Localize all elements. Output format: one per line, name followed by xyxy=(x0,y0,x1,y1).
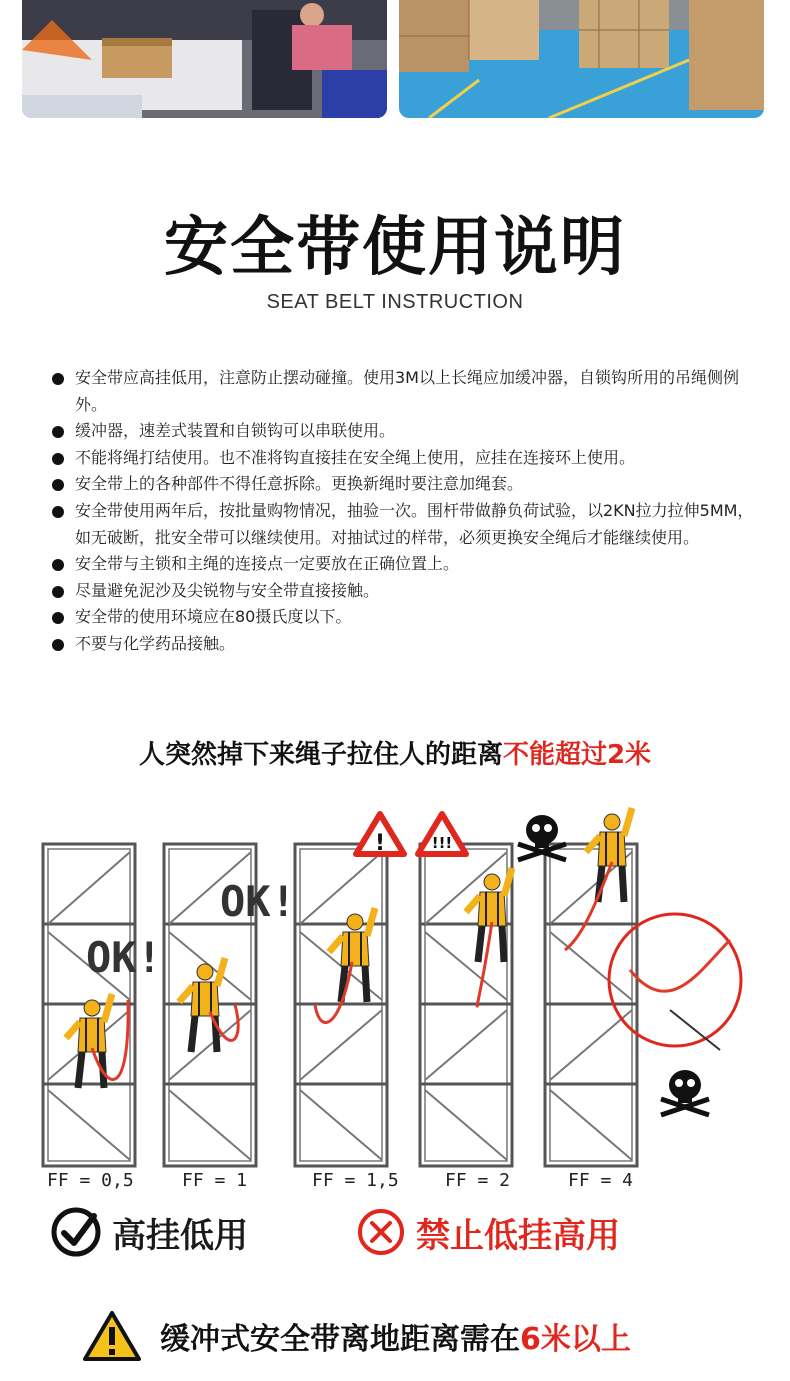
warning-triangle-icon xyxy=(356,814,404,856)
list-item: 尽量避免泥沙及尖锐物与安全带直接接触。 xyxy=(50,578,755,605)
list-item: 安全带使用两年后，按批量购物情况，抽验一次。围杆带做静负荷试验，以2KN拉力拉伸5MM，如无破断，批安全带可以继续使用。对抽试过的样带，必须更换安全绳后才能继续使用。 xyxy=(50,498,755,551)
headline-highlight: 不能超过2米 xyxy=(502,740,652,770)
svg-text:!: ! xyxy=(374,831,386,856)
ok-label: OK! xyxy=(220,877,296,926)
fall-factor-label: FF = 2 xyxy=(445,1170,511,1191)
list-item: 安全带上的各种部件不得任意拆除。更换新绳时要注意加绳套。 xyxy=(50,471,755,498)
skull-crossbones-icon xyxy=(661,1070,709,1115)
svg-text:!!!: !!! xyxy=(431,834,453,852)
skull-crossbones-icon xyxy=(518,815,566,860)
notice-text: 缓冲式安全带离地距离需在 xyxy=(160,1322,520,1357)
notice-highlight: 6米以上 xyxy=(520,1322,631,1357)
warehouse-photo xyxy=(399,0,764,118)
list-item: 安全带应高挂低用，注意防止摆动碰撞。使用3M以上长绳应加缓冲器，自锁钩所用的吊绳侧例外。 xyxy=(50,365,755,418)
page-title: 安全带使用说明 xyxy=(164,211,626,285)
fall-factor-label: FF = 0,5 xyxy=(47,1170,134,1191)
list-item: 不能将绳打结使用。也不准将钩直接挂在安全绳上使用，应挂在连接环上使用。 xyxy=(50,445,755,472)
warning-triangle-icon xyxy=(82,1309,142,1363)
bad-practice-verdict xyxy=(356,1206,620,1258)
fall-distance-headline xyxy=(0,734,790,771)
fall-factor-label: FF = 1 xyxy=(182,1170,248,1191)
workshop-photo xyxy=(22,0,387,118)
instruction-list xyxy=(50,365,755,658)
bad-verdict-text: 禁止低挂高用 xyxy=(416,1215,620,1256)
fall-factor-label: FF = 1,5 xyxy=(312,1170,399,1191)
list-item: 安全带与主锁和主绳的连接点一定要放在正确位置上。 xyxy=(50,551,755,578)
cross-circle-icon xyxy=(356,1207,406,1257)
climber-5 xyxy=(586,808,632,902)
fall-factor-label: FF = 4 xyxy=(568,1170,634,1191)
list-item: 安全带的使用环境应在80摄氏度以下。 xyxy=(50,604,755,631)
warning-triangle-icon xyxy=(418,814,466,854)
top-photo-strip xyxy=(22,0,764,118)
ground-clearance-notice xyxy=(82,1306,631,1366)
list-item: 缓冲器，速差式装置和自锁钩可以串联使用。 xyxy=(50,418,755,445)
ok-label: OK! xyxy=(86,933,162,982)
good-verdict-text: 高挂低用 xyxy=(112,1215,248,1256)
good-practice-verdict xyxy=(50,1206,248,1258)
check-circle-icon xyxy=(50,1206,102,1258)
climber-3 xyxy=(329,908,375,1002)
fall-factor-illustration xyxy=(30,800,760,1200)
list-item: 不要与化学药品接触。 xyxy=(50,631,755,658)
zoom-circle xyxy=(609,914,741,1046)
page-subtitle: SEAT BELT INSTRUCTION xyxy=(266,291,524,313)
headline-text: 人突然掉下来绳子拉住人的距离 xyxy=(138,740,503,770)
